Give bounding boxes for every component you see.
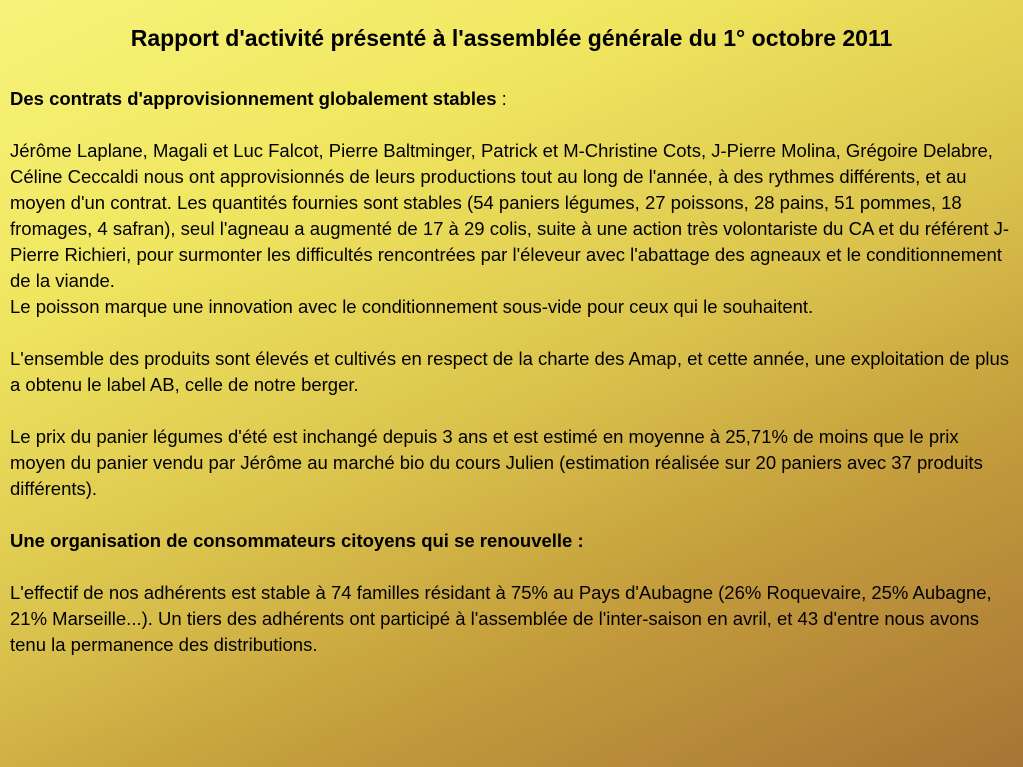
section1-heading-line [10,86,1013,112]
section1-paragraph-4: Le prix du panier légumes d'été est inchangé depuis 3 ans et est estimé en moyenne à 25,71% de moins que le prix moyen du panier vendu par Jérôme au marché bio du cours Julien (estimation réalisée sur 20 paniers avec 37 produits différents). [10,426,983,499]
section1-heading: Des contrats d'approvisionnement globalement stables [10,88,497,109]
section1-paragraph-1: Jérôme Laplane, Magali et Luc Falcot, Pierre Baltminger, Patrick et M-Christine Cots, J-Pierre Molina, Grégoire Delabre, Céline Ceccaldi nous ont approvisionnés de leurs productions tout au long de l'année, à des rythmes différents, et au moyen d'un contrat. Les quantités fournies sont stables (54 paniers légumes, 27 poissons, 28 pains, 51 pommes, 18 fromages, 4 safran), seul l'agneau a augmenté de 17 à 29 colis, suite à une action très volontariste du CA et du référent J-Pierre Richieri, pour surmonter les difficultés rencontrées par l'éleveur avec l'abattage des agneaux et le conditionnement de la viande. [10,140,1010,291]
section2-heading: Une organisation de consommateurs citoyens qui se renouvelle : [10,530,584,551]
section1-paragraph-2: Le poisson marque une innovation avec le conditionnement sous-vide pour ceux qui le souhaitent. [10,296,814,317]
section1-heading-suffix: : [496,88,507,109]
section2-paragraph-1: L'effectif de nos adhérents est stable à 74 familles résidant à 75% au Pays d'Aubagne (26% Roquevaire, 25% Aubagne, 21% Marseille...). Un tiers des adhérents ont participé à l'assemblée de l'inter-saison en avril, et 43 d'entre nous avons tenu la permanence des distributions. [10,582,992,655]
slide-body [10,86,1013,658]
section1-paragraph-3: L'ensemble des produits sont élevés et cultivés en respect de la charte des Amap, et cette année, une exploitation de plus a obtenu le label AB, celle de notre berger. [10,348,1010,395]
slide-title: Rapport d'activité présenté à l'assemblée générale du 1° octobre 2011 [130,25,893,51]
